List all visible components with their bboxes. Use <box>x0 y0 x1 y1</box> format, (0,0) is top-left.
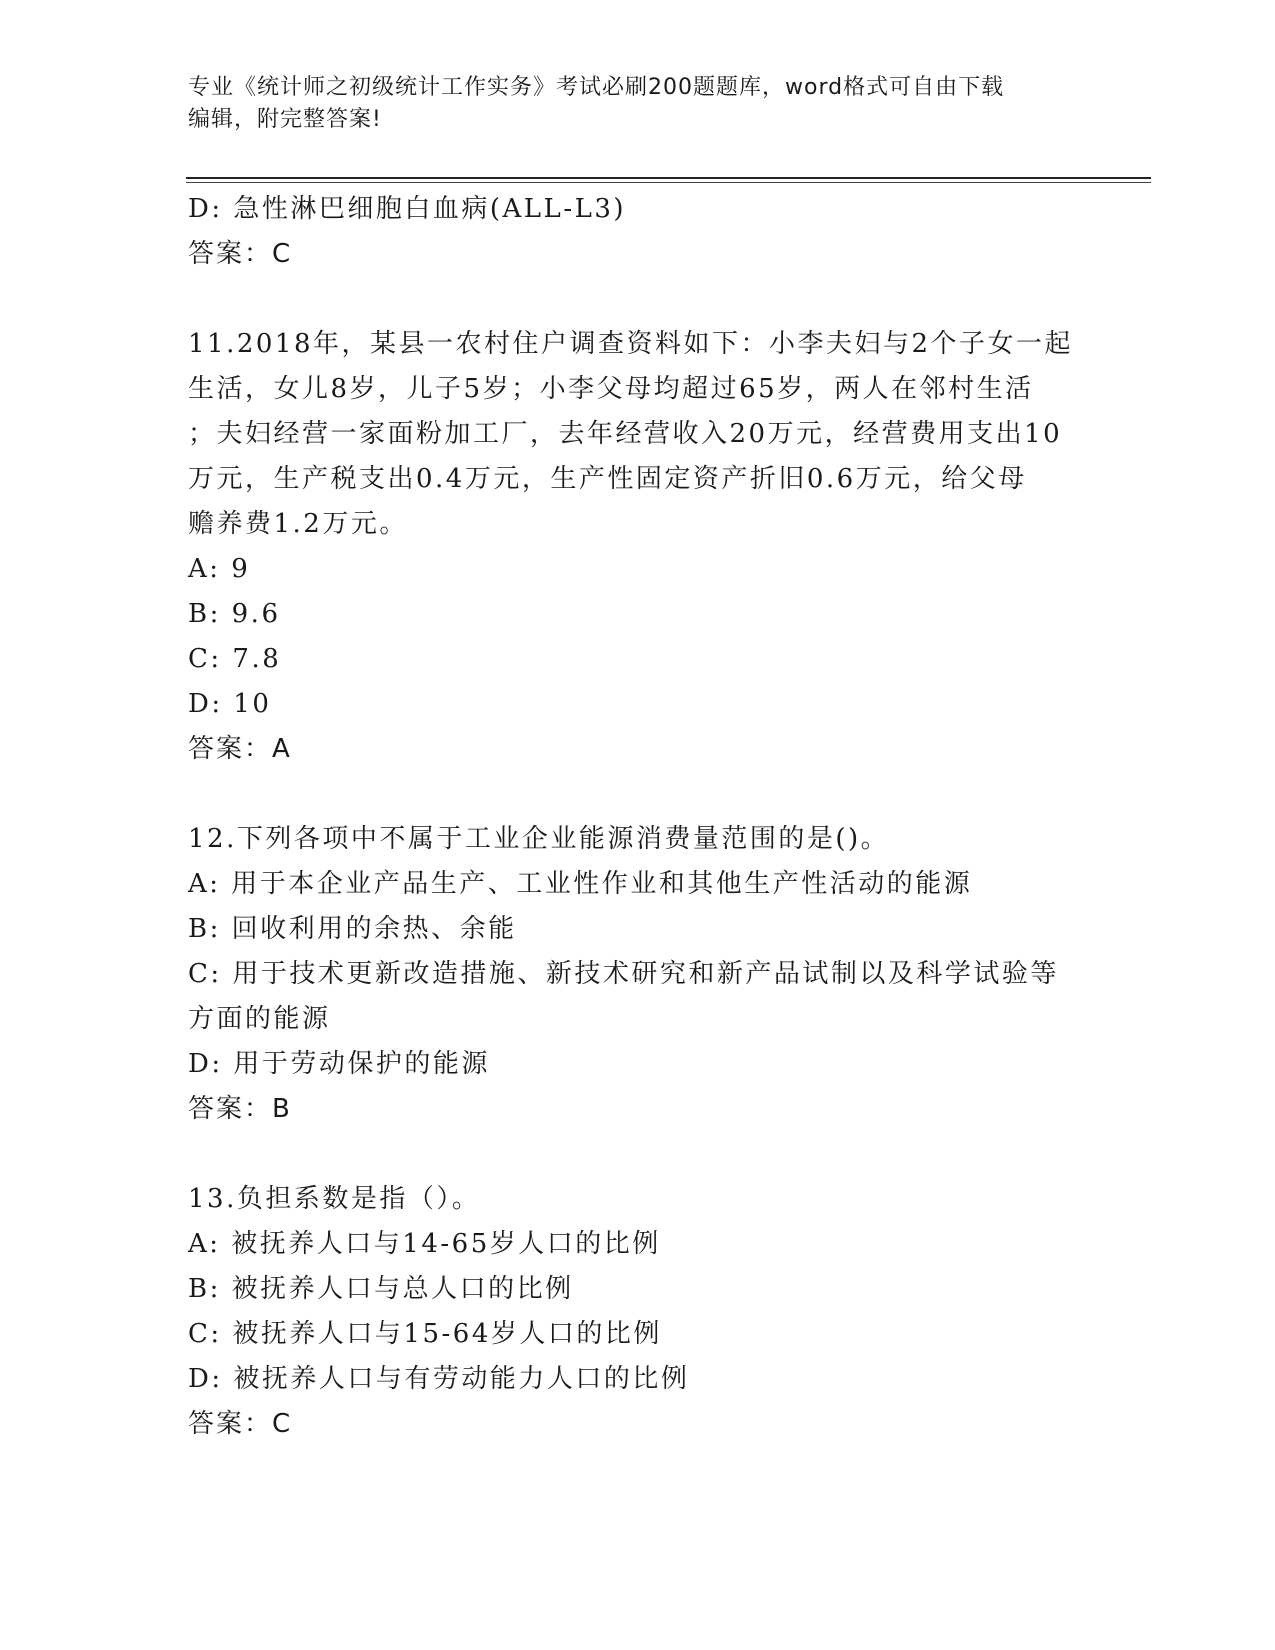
question-stem-line: 万元，生产税支出0.4万元，生产性固定资产折旧0.6万元，给父母 <box>188 464 1027 494</box>
header-divider-thin <box>186 182 1151 183</box>
option-a: A: 用于本企业产品生产、工业性作业和其他生产性活动的能源 <box>188 869 973 899</box>
answer-label: 答案：C <box>188 239 293 269</box>
question-stem-line: 11.2018年，某县一农村住户调查资料如下：小李夫妇与2个子女一起 <box>188 329 1074 359</box>
option-a: A: 9 <box>188 554 251 584</box>
option-a: A: 被抚养人口与14-65岁人口的比例 <box>188 1229 661 1259</box>
option-b: B: 9.6 <box>188 599 281 629</box>
document-header <box>188 72 1068 136</box>
option-d: D: 急性淋巴细胞白血病(ALL-L3) <box>188 194 627 224</box>
answer-label: 答案：C <box>188 1409 293 1439</box>
option-d: D: 被抚养人口与有劳动能力人口的比例 <box>188 1364 690 1394</box>
question-spacer <box>188 277 1088 322</box>
question-spacer <box>188 772 1088 817</box>
question-stem-line: 12.下列各项中不属于工业企业能源消费量范围的是()。 <box>188 824 890 854</box>
option-d: D: 用于劳动保护的能源 <box>188 1049 490 1079</box>
question-10-tail <box>188 187 1088 277</box>
question-11 <box>188 322 1088 772</box>
option-b: B: 被抚养人口与总人口的比例 <box>188 1274 574 1304</box>
question-stem-line: 生活，女儿8岁，儿子5岁；小李父母均超过65岁，两人在邻村生活 <box>188 374 1034 404</box>
option-c: C: 7.8 <box>188 644 282 674</box>
header-line-2: 编辑，附完整答案! <box>188 107 382 132</box>
option-c: C: 用于技术更新改造措施、新技术研究和新产品试制以及科学试验等 <box>188 959 1059 989</box>
question-spacer <box>188 1132 1088 1177</box>
question-stem-line: 13.负担系数是指（）。 <box>188 1184 481 1214</box>
option-d: D: 10 <box>188 689 272 719</box>
option-c-continued: 方面的能源 <box>188 1004 331 1034</box>
question-13 <box>188 1177 1088 1447</box>
answer-label: 答案：B <box>188 1094 292 1124</box>
option-b: B: 回收利用的余热、余能 <box>188 914 517 944</box>
option-c: C: 被抚养人口与15-64岁人口的比例 <box>188 1319 662 1349</box>
question-12 <box>188 817 1088 1132</box>
answer-label: 答案：A <box>188 734 292 764</box>
header-line-1: 专业《统计师之初级统计工作实务》考试必刷200题题库，word格式可自由下载 <box>188 75 1005 100</box>
question-stem-line: ；夫妇经营一家面粉加工厂，去年经营收入20万元，经营费用支出10 <box>188 419 1063 449</box>
header-divider-thick <box>186 177 1151 179</box>
question-list <box>188 187 1088 1447</box>
question-stem-line: 赡养费1.2万元。 <box>188 509 408 539</box>
